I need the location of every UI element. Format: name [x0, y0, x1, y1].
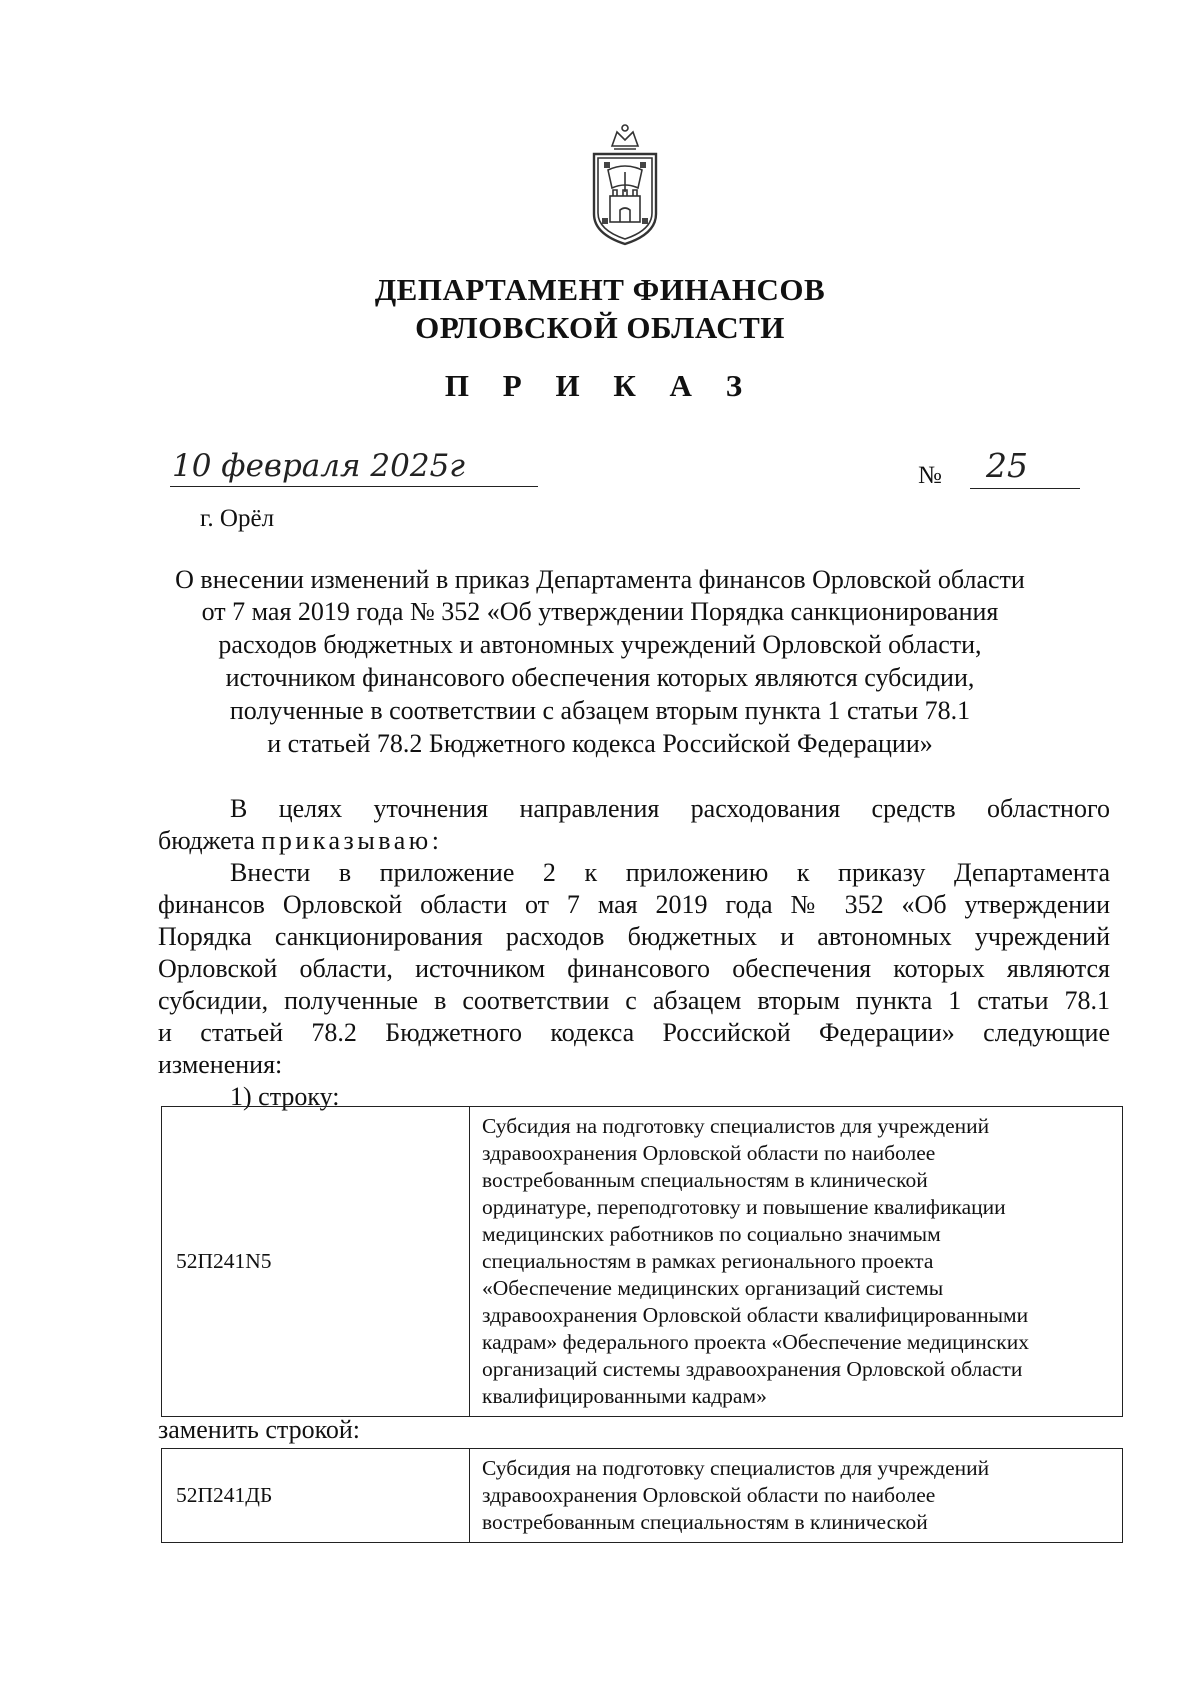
description-line: здравоохранения Орловской области по наиболее	[482, 1483, 936, 1507]
title-line: О внесении изменений в приказ Департамента финансов Орловской области	[175, 565, 1025, 594]
replace-text: заменить строкой:	[158, 1415, 361, 1444]
paragraph-line: и статьей 78.2 Бюджетного кодекса Российской Федерации» следующие	[158, 1018, 1110, 1047]
handwritten-number: 25	[986, 446, 1028, 485]
date-underline	[170, 486, 538, 487]
title-line: расходов бюджетных и автономных учреждений Орловской области,	[218, 630, 982, 659]
document-type: П Р И К А З	[444, 368, 756, 403]
paragraph-line: Орловской области, источником финансового обеспечения которых являются	[158, 954, 1110, 983]
title-line: полученные в соответствии с абзацем вторым пункта 1 статьи 78.1	[229, 696, 971, 725]
handwritten-date: 10 февраля 2025г	[172, 448, 465, 484]
description-line: здравоохранения Орловской области квалифицированными	[482, 1303, 1029, 1327]
city: г. Орёл	[200, 505, 275, 532]
description-line: Субсидия на подготовку специалистов для учреждений	[482, 1456, 990, 1480]
description-line: медицинских работников по социально значимым	[482, 1222, 941, 1246]
description-line: специальностям в рамках регионального проекта	[482, 1249, 934, 1273]
description-line: «Обеспечение медицинских организаций системы	[482, 1276, 944, 1300]
description-line: востребованным специальностям в клинической	[482, 1168, 928, 1192]
description-line: востребованным специальностям в клинической	[482, 1510, 928, 1534]
order-verb: приказываю:	[261, 826, 443, 855]
number-label: №	[918, 462, 942, 489]
department-name-line1: ДЕПАРТАМЕНТ ФИНАНСОВ	[374, 272, 826, 307]
budget-code-cell: 52П241ДБ	[162, 1449, 470, 1543]
description-line: здравоохранения Орловской области по наиболее	[482, 1141, 936, 1165]
description-line: организаций системы здравоохранения Орловской области	[482, 1357, 1023, 1381]
paragraph-line: субсидии, полученные в соответствии с абзацем вторым пункта 1 статьи 78.1	[158, 986, 1110, 1015]
paragraph-line: изменения:	[158, 1050, 283, 1079]
description-line: ординатуре, переподготовку и повышение квалификации	[482, 1195, 1006, 1219]
title-line: и статьей 78.2 Бюджетного кодекса Российской Федерации»	[267, 729, 933, 758]
table-row	[162, 1107, 1123, 1417]
budget-code-cell: 52П241N5	[162, 1107, 470, 1417]
paragraph-line: Внести в приложение 2 к приложению к приказу Департамента	[230, 858, 1110, 887]
new-row-table	[161, 1448, 1123, 1543]
paragraph-line: финансов Орловской области от 7 мая 2019 года № 352 «Об утверждении	[158, 890, 1110, 919]
paragraph-text: бюджета	[158, 826, 262, 855]
description-cell	[470, 1107, 1123, 1417]
description-cell	[470, 1449, 1123, 1543]
description-line: Субсидия на подготовку специалистов для учреждений	[482, 1114, 990, 1138]
coat-of-arms-icon	[584, 122, 666, 248]
item-1-text: 1) строку:	[230, 1082, 340, 1111]
paragraph-line: В целях уточнения направления расходования средств областного	[230, 794, 1110, 823]
description-line: квалифицированными кадрам»	[482, 1384, 767, 1408]
table-row	[162, 1449, 1123, 1543]
title-line: от 7 мая 2019 года № 352 «Об утверждении Порядка санкционирования	[201, 597, 999, 626]
number-underline	[970, 488, 1080, 489]
paragraph-line: Порядка санкционирования расходов бюджетных и автономных учреждений	[158, 922, 1110, 951]
old-row-table	[161, 1106, 1123, 1417]
title-line: источником финансового обеспечения которых являются субсидии,	[225, 663, 975, 692]
description-line: кадрам» федерального проекта «Обеспечение медицинских	[482, 1330, 1029, 1354]
paragraph-line	[158, 825, 1110, 857]
department-name-line2: ОРЛОВСКОЙ ОБЛАСТИ	[415, 310, 785, 345]
